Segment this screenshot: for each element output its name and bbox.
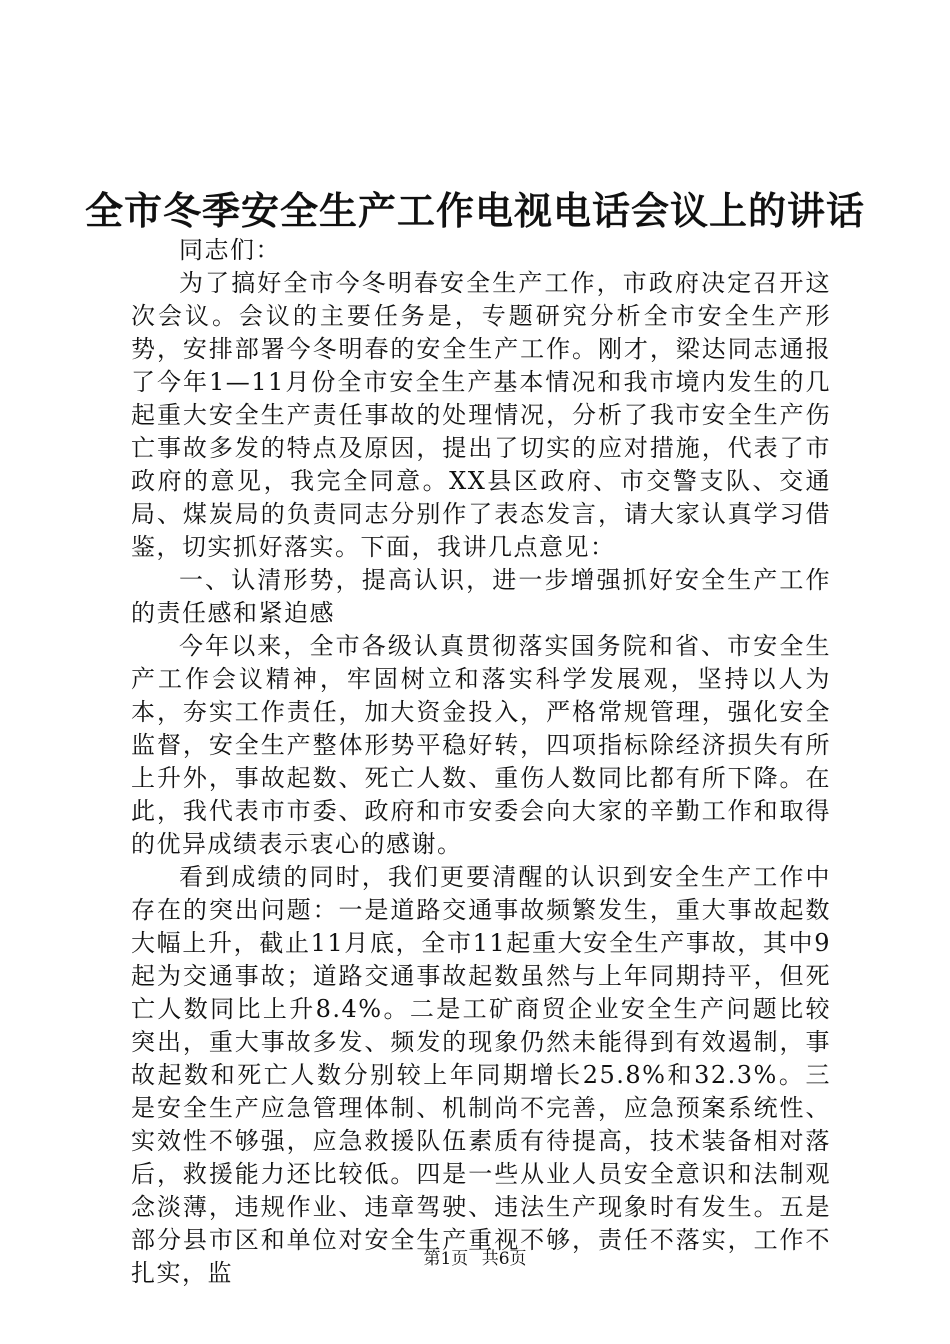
- achievements-paragraph: 今年以来，全市各级认真贯彻落实国务院和省、市安全生产工作会议精神，牢固树立和落实科学发展观，坚持以人为本，夯实工作责任，加大资金投入，严格常规管理，强化安全监督，安全生产整体形势平稳好转，四项指标除经济损失有所上升外，事故起数、死亡人数、重伤人数同比都有所下降。在此，我代表市市委、政府和市安委会向大家的辛勤工作和取得的优异成绩表示衷心的感谢。: [131, 632, 831, 858]
- document-title: 全市冬季安全生产工作电视电话会议上的讲话: [84, 188, 865, 233]
- page-number: 第1页: [423, 1249, 469, 1269]
- problems-paragraph: 看到成绩的同时，我们更要清醒的认识到安全生产工作中存在的突出问题：一是道路交通事故频繁发生，重大事故起数大幅上升，截止11月底，全市11起重大安全生产事故，其中9起为交通事故；道路交通事故起数虽然与上年同期持平，但死亡人数同比上升8.4%。二是工矿商贸企业安全生产问题比较突出，重大事故多发、频发的现象仍然未能得到有效遏制，事故起数和死亡人数分别较上年同期增长25.8%和32.3%。三是安全生产应急管理体制、机制尚不完善，应急预案系统性、实效性不够强，应急救援队伍素质有待提高，技术装备相对落后，救援能力还比较低。四是一些从业人员安全意识和法制观念淡薄，违规作业、违章驾驶、违法生产现象时有发生。五是部分县市区和单位对安全生产重视不够，责任不落实，工作不扎实，监: [131, 863, 831, 1287]
- page-total: 共6页: [481, 1249, 527, 1269]
- section-heading: 一、认清形势，提高认识，进一步增强抓好安全生产工作的责任感和紧迫感: [131, 566, 831, 627]
- document-body: [131, 234, 831, 1290]
- salutation-paragraph: 同志们：: [179, 236, 281, 264]
- page-footer: [0, 1247, 950, 1271]
- intro-paragraph: 为了搞好全市今冬明春安全生产工作，市政府决定召开这次会议。会议的主要任务是，专题研究分析全市安全生产形势，安排部署今冬明春的安全生产工作。刚才，梁达同志通报了今年1—11月份全市安全生产基本情况和我市境内发生的几起重大安全生产责任事故的处理情况，分析了我市安全生产伤亡事故多发的特点及原因，提出了切实的应对措施，代表了市政府的意见，我完全同意。XX县区政府、市交警支队、交通局、煤炭局的负责同志分别作了表态发言，请大家认真学习借鉴，切实抓好落实。下面，我讲几点意见：: [131, 269, 831, 561]
